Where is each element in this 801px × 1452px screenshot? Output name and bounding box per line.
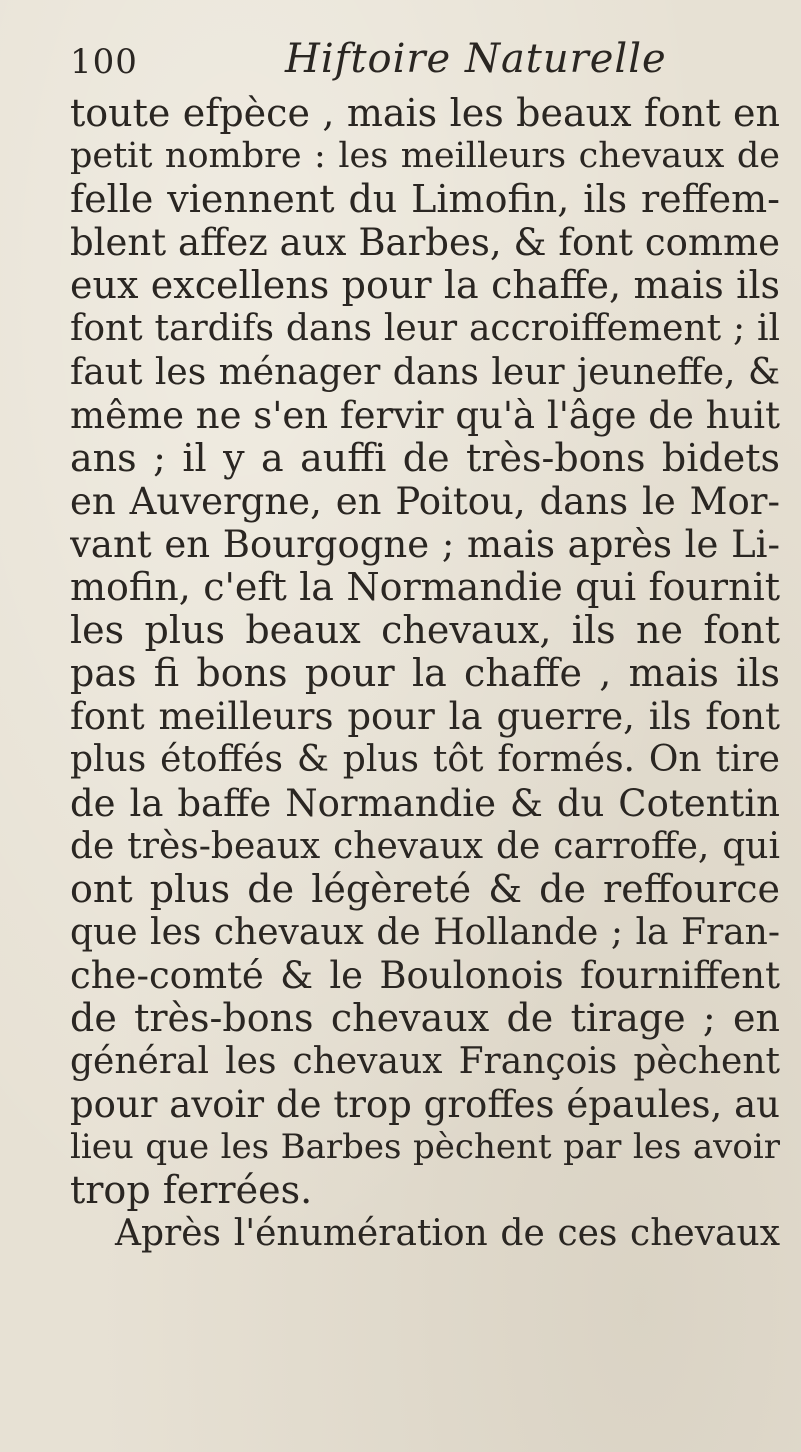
- text-line: de la baffe Normandie & du Cotentin: [70, 781, 780, 825]
- text-line: faut les ménager dans leur jeuneffe, &: [70, 351, 780, 393]
- text-line: ans ; il y a auffi de très-bons bidets: [70, 436, 780, 480]
- text-line: eux excellens pour la chaffe, mais ils: [70, 264, 780, 308]
- paragraph-start-line: Après l'énumération de ces chevaux: [115, 1213, 780, 1255]
- text-line: che-comté & le Boulonois fourniffent: [70, 953, 780, 997]
- text-line: trop ferrées.: [70, 1169, 313, 1213]
- text-line: mofin, c'eft la Normandie qui fournit: [70, 566, 780, 610]
- text-line: vant en Bourgogne ; mais après le Li-: [70, 522, 780, 566]
- text-line: même ne s'en fervir qu'à l'âge de huit: [70, 393, 780, 437]
- text-line: lieu que les Barbes pèchent par les avoir: [70, 1127, 780, 1168]
- text-line: les plus beaux chevaux, ils ne font: [70, 609, 780, 653]
- body-text: [70, 92, 780, 1256]
- text-line: général les chevaux François pèchent: [70, 1041, 780, 1083]
- text-line: pas fi bons pour la chaffe , mais ils: [70, 652, 780, 696]
- text-line: petit nombre : les meilleurs chevaux de: [70, 136, 780, 177]
- text-line: font meilleurs pour la guerre, ils font: [70, 695, 780, 739]
- text-line: en Auvergne, en Poitou, dans le Mor-: [70, 479, 780, 523]
- text-line: de très-beaux chevaux de carroffe, qui: [70, 825, 780, 867]
- page-header: [70, 28, 770, 88]
- running-title: Hiftoire Naturelle: [285, 36, 667, 82]
- page-number: 100: [70, 42, 138, 82]
- text-line: de très-bons chevaux de tirage ; en: [70, 996, 780, 1040]
- text-line: felle viennent du Limofin, ils reffem-: [70, 178, 780, 222]
- text-line: toute efpèce , mais les beaux font en: [70, 92, 780, 135]
- text-line: blent affez aux Barbes, & font comme: [70, 221, 780, 265]
- text-line: que les chevaux de Hollande ; la Fran-: [70, 911, 780, 953]
- text-line: ont plus de légèreté & de reffource: [70, 867, 780, 911]
- text-line: plus étoffés & plus tôt formés. On tire: [70, 739, 780, 781]
- text-line: pour avoir de trop groffes épaules, au: [70, 1083, 780, 1127]
- text-line: font tardifs dans leur accroiffement ; il: [70, 308, 780, 350]
